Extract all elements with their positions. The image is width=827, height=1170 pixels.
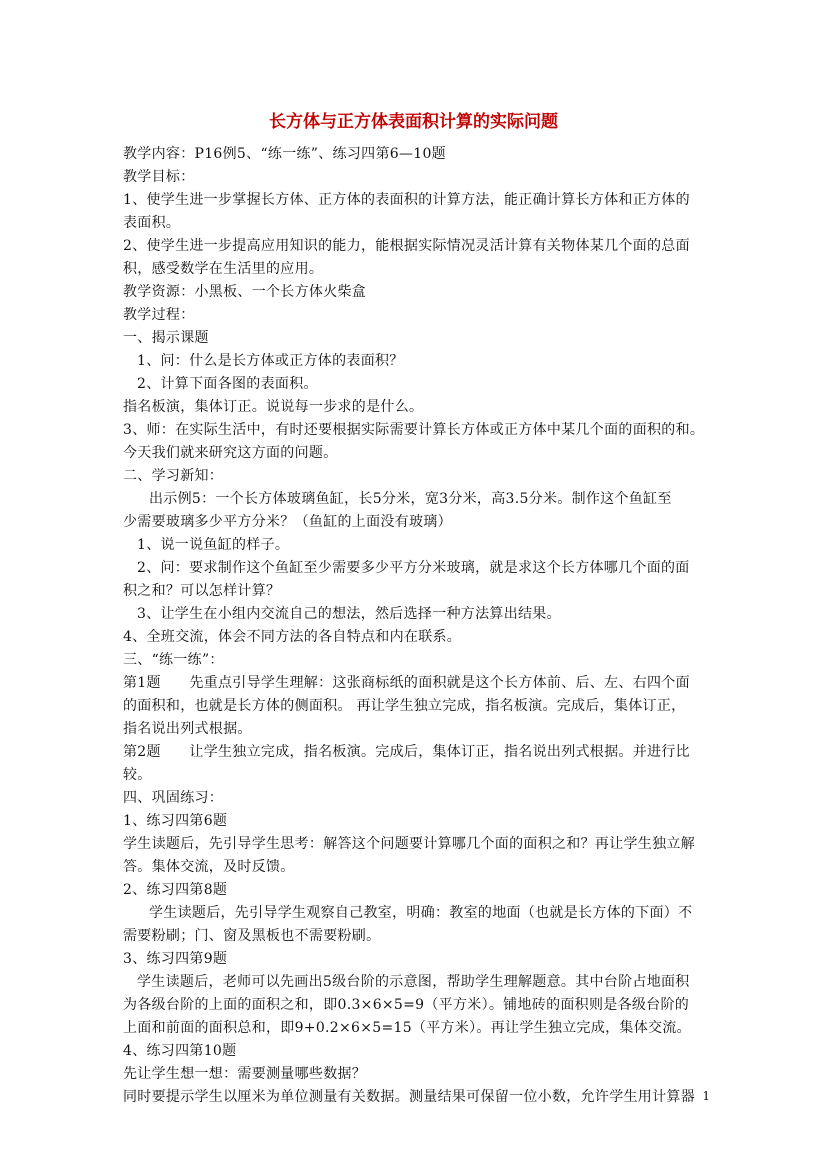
text-line: 学生读题后，先引导学生思考：解答这个问题要计算哪几个面的面积之和？再让学生独立解 — [123, 836, 695, 852]
text-line: 第1题 先重点引导学生理解：这张商标纸的面积就是这个长方体前、后、左、右四个面 — [123, 675, 690, 691]
text-line: 积之和？可以怎样计算？ — [123, 583, 281, 599]
text-line: 1、问：什么是长方体或正方体的表面积？ — [137, 353, 404, 369]
section-heading: 二、学习新知： — [123, 468, 224, 484]
text-line: 2、计算下面各图的表面积。 — [137, 376, 318, 392]
text-line: 1、使学生进一步掌握长方体、正方体的表面积的计算方法，能正确计算长方体和正方体的 — [123, 192, 690, 208]
text-line: 需要粉刷；门、窗及黑板也不需要粉刷。 — [123, 928, 381, 944]
text-line: 教学过程： — [123, 307, 195, 323]
text-line: 学生读题后，先引导学生观察自己教室，明确：教室的地面（也就是长方体的下面）不 — [149, 905, 693, 921]
text-line: 指名说出列式根据。 — [123, 721, 252, 737]
text-line: 2、练习四第8题 — [123, 882, 228, 898]
text-line: 同时要提示学生以厘米为单位测量有关数据。测量结果可保留一位小数，允许学生用计算器 — [123, 1089, 695, 1105]
section-heading: 四、巩固练习： — [123, 790, 224, 806]
text-line: 较。 — [123, 767, 152, 783]
document-title: 长方体与正方体表面积计算的实际问题 — [269, 112, 558, 132]
text-line: 指名板演，集体订正。说说每一步求的是什么。 — [123, 399, 424, 415]
text-line: 教学资源：小黑板、一个长方体火柴盒 — [123, 284, 367, 300]
text-line: 3、让学生在小组内交流自己的想法，然后选择一种方法算出结果。 — [137, 606, 561, 622]
text-line: 答。集体交流，及时反馈。 — [123, 859, 295, 875]
text-line: 出示例5：一个长方体玻璃鱼缸，长5分米，宽3分米，高3.5分米。制作这个鱼缸至 — [149, 491, 672, 507]
text-line: 上面和前面的面积总和，即9+0.2×6×5=15（平方米）。再让学生独立完成，集体交流。 — [123, 1020, 691, 1036]
page-number: 1 — [702, 1089, 710, 1103]
text-line: 今天我们就来研究这方面的问题。 — [123, 445, 338, 461]
text-line: 1、练习四第6题 — [123, 813, 228, 829]
text-line: 表面积。 — [123, 215, 181, 231]
text-line: 积，感受数学在生活里的应用。 — [123, 261, 324, 277]
text-line: 1、说一说鱼缸的样子。 — [137, 537, 290, 553]
text-line: 3、师：在实际生活中，有时还要根据实际需要计算长方体或正方体中某几个面的面积的和。 — [123, 422, 705, 438]
document-body — [123, 143, 713, 1109]
text-line: 3、练习四第9题 — [123, 951, 228, 967]
section-heading: 一、揭示课题 — [123, 330, 209, 346]
text-line: 少需要玻璃多少平方分米？（鱼缸的上面没有玻璃） — [123, 514, 452, 530]
text-line: 学生读题后，老师可以先画出5级台阶的示意图，帮助学生理解题意。其中台阶占地面积 — [137, 974, 690, 990]
text-line: 教学内容：P16例5、“练一练”、练习四第6—10题 — [123, 146, 446, 162]
text-line: 的面积和，也就是长方体的侧面积。 再让学生独立完成，指名板演。完成后，集体订正， — [123, 698, 686, 714]
text-line: 4、全班交流，体会不同方法的各自特点和内在联系。 — [123, 629, 462, 645]
text-line: 先让学生想一想：需要测量哪些数据？ — [123, 1066, 367, 1082]
text-line: 4、练习四第10题 — [123, 1043, 237, 1059]
section-heading: 三、“练一练”： — [123, 652, 224, 668]
text-line: 2、问：要求制作这个鱼缸至少需要多少平方分米玻璃，就是求这个长方体哪几个面的面 — [137, 560, 690, 576]
text-line: 第2题 让学生独立完成，指名板演。完成后，集体订正，指名说出列式根据。并进行比 — [123, 744, 690, 760]
text-line: 教学目标： — [123, 169, 195, 185]
text-line: 为各级台阶的上面的面积之和，即0.3×6×5=9（平方米）。铺地砖的面积则是各级台阶的 — [123, 997, 690, 1013]
text-line: 2、使学生进一步提高应用知识的能力，能根据实际情况灵活计算有关物体某几个面的总面 — [123, 238, 690, 254]
